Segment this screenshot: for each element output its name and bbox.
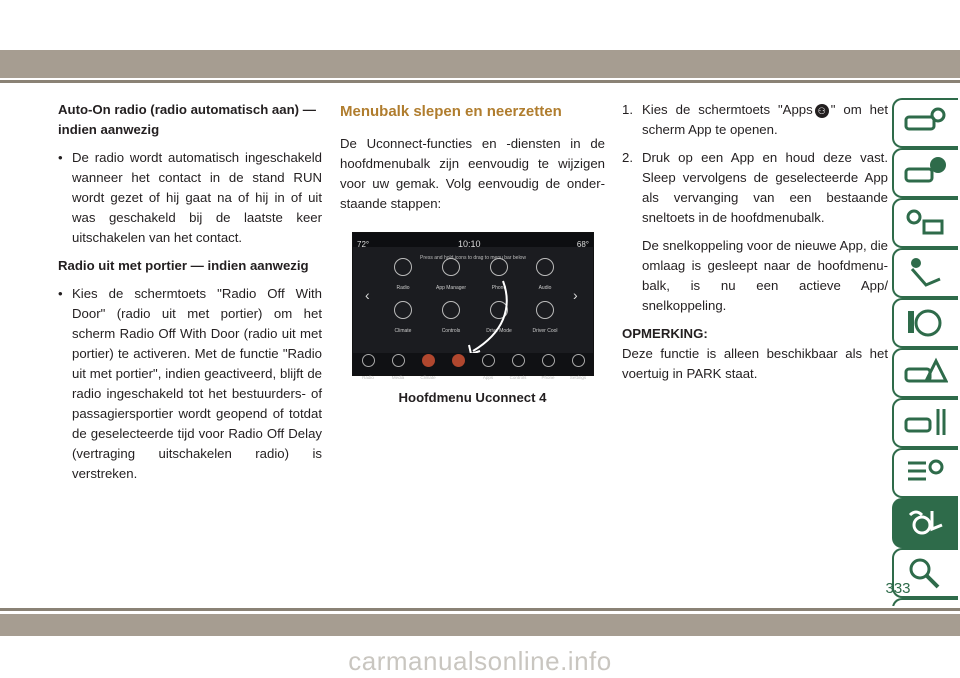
clock: 10:10 [458, 239, 481, 249]
app-icon [452, 354, 465, 367]
step-text: Druk op een App en houd deze vast. Sleep vervolgens de geselecteerde App als vervanging van een bestaande sneltoets in de hoofdmenubalk. [642, 150, 888, 225]
apps-icon [482, 354, 495, 367]
phone-icon [542, 354, 555, 367]
note-text: Deze functie is alleen beschikbaar als het voertuig in PARK staat. [622, 346, 888, 381]
watermark: carmanualsonline.info [348, 646, 612, 676]
car-dashboard-icon [902, 105, 948, 139]
column-middle [340, 100, 605, 408]
car-info-icon [902, 155, 948, 189]
page-number: 333 [885, 580, 911, 597]
tab-car-tools[interactable] [892, 398, 958, 448]
column-left [58, 100, 322, 492]
gear-icon [572, 354, 585, 367]
app-drive-mode: Drive Mode [479, 301, 519, 341]
note-label: OPMERKING: [622, 326, 708, 341]
step-2-detail: De snelkoppeling voor de nieuwe App, die omlaag is gesleept naar de hoofdmenubalk, is nu een actieve App/ snelkoppeling. [642, 238, 888, 313]
heading-auto-on-radio: Auto-On radio (radio automatisch aan) — indien aanwezig [58, 102, 316, 137]
airbag-seat-icon [902, 255, 948, 289]
tab-car-dashboard[interactable] [892, 98, 958, 148]
step-1 [622, 100, 888, 140]
header-bar [0, 50, 960, 78]
controls-icon [512, 354, 525, 367]
bullet-auto-on [58, 148, 322, 248]
multimedia-icon [902, 505, 948, 539]
app-driver-cool: Driver Cool [525, 301, 565, 341]
tab-airbag-seat[interactable] [892, 248, 958, 298]
car-tools-icon [902, 405, 948, 439]
bullet-dot: • [58, 286, 63, 301]
footer-rule [0, 608, 960, 611]
menu-bar [353, 353, 593, 380]
temp-left: 72° [357, 240, 370, 249]
bullet-radio-off-door [58, 284, 322, 484]
footer-bar [0, 614, 960, 636]
uconnect-screen-image [352, 232, 594, 380]
dock-media: Media [383, 354, 413, 388]
radio-icon [362, 354, 375, 367]
drag-hint: Press and hold icons to drag to menu bar below [420, 255, 526, 261]
chevron-right-icon: › [573, 287, 578, 303]
step-number: 1. [622, 102, 633, 117]
step-text: Kies de schermtoets "Apps ⚇ " om het scherm App te openen. [642, 102, 888, 137]
intro-text: De Uconnect-functies en -diensten in de hoofdmenubalk zijn eenvoudig te wijzigen voor uw gemak. Volg eenvoudig de onderstaande stappen: [340, 136, 605, 211]
heading-radio-off-door: Radio uit met portier — indien aanwezig [58, 258, 309, 273]
tab-sun-mail[interactable] [892, 198, 958, 248]
header-band [0, 0, 960, 92]
steering-wheel-icon [902, 305, 948, 339]
tab-car-warning[interactable] [892, 348, 958, 398]
dock-radio: Radio [353, 354, 383, 388]
bullet-dot: • [58, 150, 63, 165]
tab-multimedia[interactable] [892, 498, 958, 548]
figure-caption: Hoofdmenu Uconnect 4 [398, 390, 547, 405]
tab-steering-wheel[interactable] [892, 298, 958, 348]
car-warning-icon [902, 355, 948, 389]
music-note-icon [392, 354, 405, 367]
section-title: Menubalk slepen en neerzetten [340, 103, 562, 120]
sun-mail-icon [902, 205, 948, 239]
chevron-left-icon: ‹ [365, 287, 370, 303]
climate-icon [422, 354, 435, 367]
header-rule [0, 80, 960, 83]
temp-right: 68° [576, 240, 589, 249]
app-controls: Controls [431, 301, 471, 341]
app-audio: Audio [525, 258, 565, 298]
dock-climate: Climate [413, 354, 443, 388]
dock-controls: Controls [503, 354, 533, 388]
apps-icon: ⚇ [815, 104, 829, 118]
tab-checklist-gear[interactable] [892, 448, 958, 498]
app-manager: App Manager [431, 258, 471, 298]
step-number: 2. [622, 150, 633, 165]
step-2 [622, 148, 888, 228]
dock-apps: Apps [473, 354, 503, 388]
checklist-gear-icon [902, 455, 948, 489]
dock-selected [443, 354, 473, 368]
dock-phone: Phone [533, 354, 563, 388]
column-right [622, 100, 888, 392]
bullet-text: De radio wordt automatisch ingeschakeld wanneer het contact in de stand RUN wordt gezet of hij gaat na of hij in of uit was geschakeld bij de laatste keer uitschakelen van het contact. [72, 150, 322, 245]
app-radio: Radio [383, 258, 423, 298]
dock-settings: Settings [563, 354, 593, 388]
tab-car-info[interactable] [892, 148, 958, 198]
app-climate: Climate [383, 301, 423, 341]
app-phone: Phone [479, 258, 519, 298]
bullet-text: Kies de schermtoets "Radio Off With Door" (radio uit met portier) om het scherm Radio Off With Door (radio uit met portier) te activeren. Met de functie "Radio uit met portier", indien geactiveerd, blijft de radio ingeschakeld tot het bestuurders- of passagiersportier wordt geopend of totdat de geselecteerde tijd voor Radio Off Delay (vertraging uitschakelen radio) is verstreken. [72, 286, 322, 481]
